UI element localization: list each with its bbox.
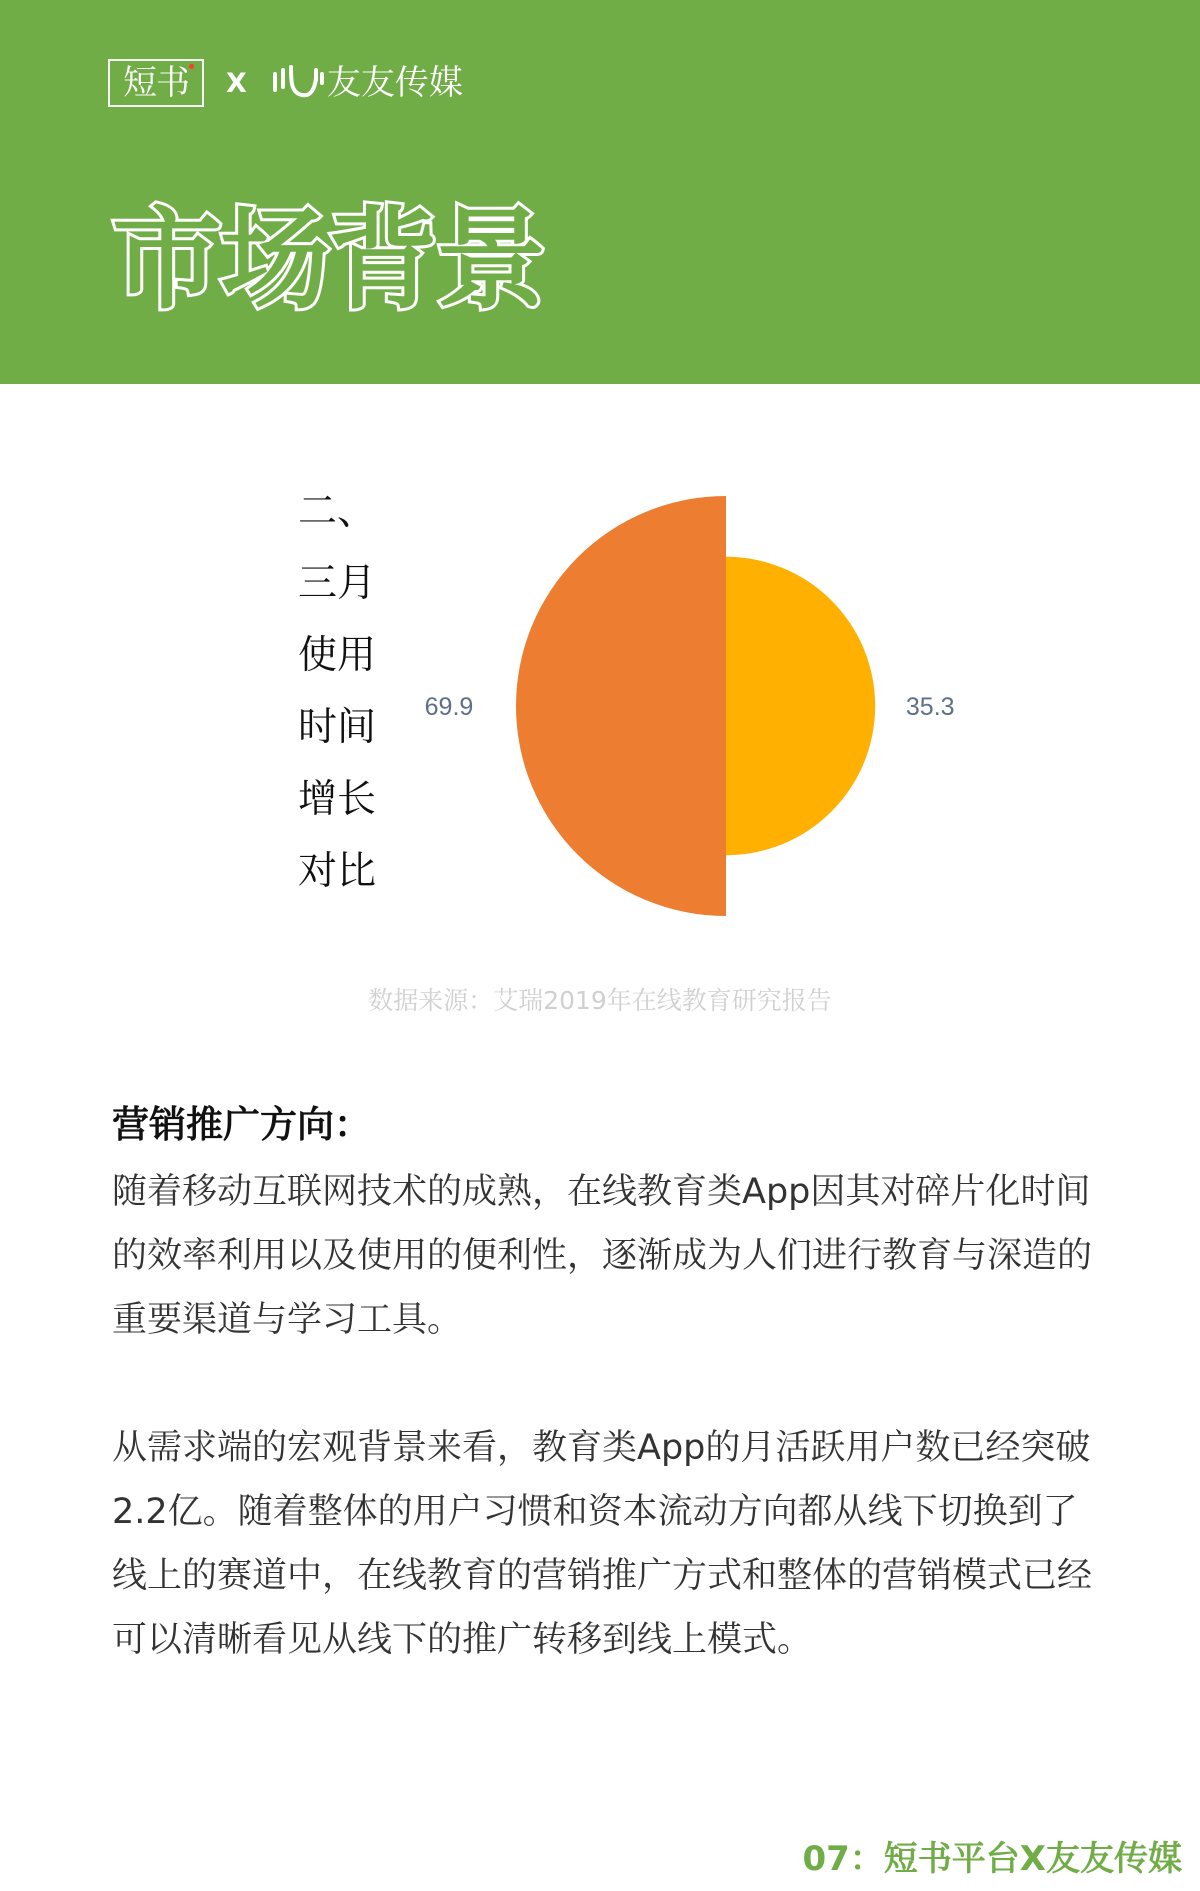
february-value-label: 69.9 [424, 693, 474, 721]
data-source-note: 数据来源：艾瑞2019年在线教育研究报告 [368, 986, 832, 1015]
article-content [112, 1102, 1092, 1672]
partner-brand-name: 友友传媒 [326, 63, 463, 103]
brand-separator: X [226, 67, 247, 99]
logo-dot-icon [189, 64, 194, 69]
chart-title-line: 时间 [298, 705, 377, 750]
top-banner [0, 0, 1200, 384]
short-book-logo-text: 短书 [123, 63, 189, 103]
chart-title-line: 增长 [298, 777, 377, 822]
chart-title-line: 使用 [298, 633, 377, 678]
half-pie-comparison-chart [0, 420, 1200, 980]
march-growth-slice [726, 557, 875, 855]
page-title: 市场背景 [112, 196, 544, 324]
article-paragraph: 从需求端的宏观背景来看，教育类App的月活跃用户数已经突破2.2亿。随着整体的用户习惯和资本流动方向都从线下切换到了线上的赛道中，在线教育的营销推广方式和整体的营销模式已经可以清晰看见从线下的推广转移到线上模式。 [112, 1428, 1093, 1661]
march-value-label: 35.3 [905, 693, 955, 721]
article-paragraph: 随着移动互联网技术的成熟，在线教育类App因其对碎片化时间的效率利用以及使用的便利性，逐渐成为人们进行教育与深造的重要渠道与学习工具。 [112, 1172, 1093, 1341]
february-growth-slice [516, 496, 726, 916]
page-footer-label: 07：短书平台X友友传媒 [802, 1839, 1182, 1879]
marketing-direction-heading: 营销推广方向： [112, 1103, 371, 1146]
brand-lockup [108, 57, 463, 109]
short-book-logo [108, 59, 204, 107]
chart-title-line: 三月 [298, 561, 377, 606]
chart-title-line: 对比 [298, 849, 377, 894]
usage-growth-chart [0, 420, 1200, 980]
partner-logo-icon [267, 63, 325, 103]
chart-title-line: 二、 [298, 489, 377, 534]
